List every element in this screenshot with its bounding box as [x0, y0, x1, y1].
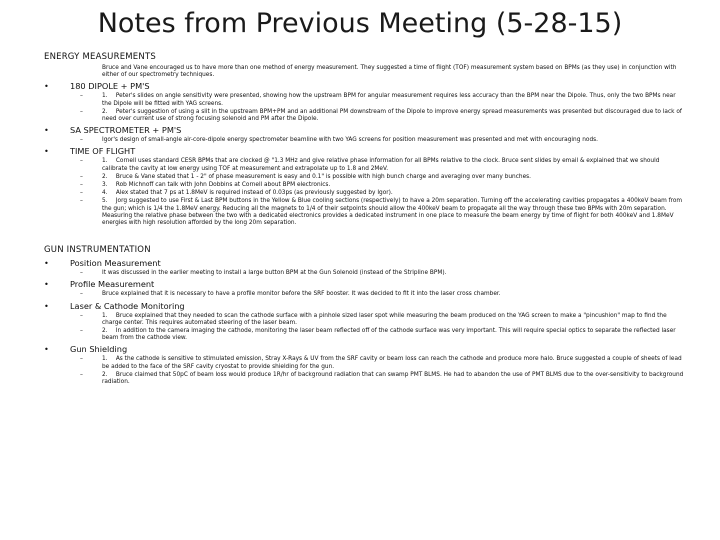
item-label: Profile Measurement	[70, 279, 155, 290]
dash-icon: –	[80, 182, 83, 189]
note-text: In addition to the camera imaging the cathode, monitoring the laser beam reflected off of the cathode surface was very important. This will require special optics to separate the reflected laser beam from the cathode view.	[102, 328, 676, 342]
energy-item-sa-spectrometer	[44, 125, 684, 136]
note-row	[44, 109, 684, 123]
note-number: 2.	[102, 328, 108, 335]
note-text: Bruce & Vane stated that 1 - 2" of phase measurement is easy and 0.1" is possible with high bunch charge and averaging over many bunches.	[115, 173, 532, 180]
note-number: 1.	[102, 93, 108, 100]
gun-item-profile	[44, 279, 684, 290]
note-row	[44, 328, 684, 342]
note-row	[44, 372, 684, 386]
note-text: As the cathode is sensitive to stimulated emission, Stray X-Rays & UV from the SRF cavity or beam loss can reach the cathode and produce more halo. Bruce suggested a couple of sheets of lead be added to the face of the SRF cavity cryostat to provide shielding for the gun.	[102, 356, 682, 370]
note-text: Cornell uses standard CESR BPMs that are clocked @ "1.3 MHz and give relative phase information for all BPMs relative to the clock. Bruce sent slides by email & explained that we should calibrate the cavity at low energy using TOF at measurement and extrapolate up to 1.8 and 2MeV.	[102, 158, 660, 172]
energy-item-dipole	[44, 81, 684, 92]
note-number: 1.	[102, 312, 108, 319]
note-text: Peter's suggestion of using a slit in the upstream BPM+PM and an additional PM downstream of the Dipole to improve energy spread measurements was presented but discouraged due to lack of need over current use of strong focusing solenoid and PM after the Dipole.	[102, 108, 682, 123]
gun-item-shielding	[44, 344, 684, 355]
note-text: Bruce explained that it is necessary to have a profile monitor before the SRF booster. It was decided to fit it into the laser cross chamber.	[102, 291, 501, 298]
dash-icon: –	[80, 137, 83, 144]
note-number: 2.	[102, 371, 108, 378]
dash-icon: –	[80, 158, 83, 165]
dash-icon: –	[80, 198, 83, 205]
note-text: Peter's slides on angle sensitivity were presented, showing how the upstream BPM for angular measurement requires less accuracy than the BPM near the Dipole. Thus, only the two BPMs near the Dipole will be fitted with YAG screens.	[102, 93, 676, 107]
note-row	[44, 356, 684, 370]
item-label: SA SPECTROMETER + PM'S	[70, 125, 182, 136]
item-label: 180 DIPOLE + PM'S	[70, 81, 150, 92]
note-row	[44, 174, 684, 181]
gun-item-position	[44, 258, 684, 269]
gun-heading: GUN INSTRUMENTATION	[44, 245, 151, 256]
note-number: 2.	[102, 108, 108, 115]
dash-icon: –	[80, 328, 83, 335]
energy-heading: ENERGY MEASUREMENTS	[44, 52, 156, 62]
note-text: Igor's design of small-angle air-core-dipole energy spectrometer beamline with two YAG screens for position measurement was presented and met with encouraging nods.	[102, 137, 598, 144]
bullet-icon: •	[44, 125, 49, 136]
note-row	[44, 270, 684, 277]
dash-icon: –	[80, 371, 83, 378]
note-row	[44, 313, 684, 327]
note-row	[44, 190, 684, 197]
note-number: 5.	[102, 198, 108, 205]
bullet-icon: •	[44, 146, 49, 157]
dash-icon: –	[80, 312, 83, 319]
note-number: 2.	[102, 173, 108, 180]
note-number: 3.	[102, 182, 108, 189]
note-text: Bruce explained that they needed to scan the cathode surface with a pinhole sized laser spot while measuring the beam produced on the YAG screen to make a "pincushion" map to find the charge center. This requires automated steering of the laser beam.	[102, 312, 667, 326]
note-row	[44, 93, 684, 107]
note-number: 4.	[102, 190, 108, 197]
note-number: 1.	[102, 158, 108, 165]
energy-intro: Bruce and Vane encouraged us to have more than one method of energy measurement. They suggested a time of flight (TOF) measurement system based on BPMs (as they use) in conjunction with either of our spectrometry techniques.	[102, 65, 677, 79]
bullet-icon: •	[44, 300, 49, 311]
dash-icon: –	[80, 108, 83, 115]
note-row	[44, 182, 684, 189]
dash-icon: –	[80, 190, 83, 197]
dash-icon: –	[80, 291, 83, 298]
note-row	[44, 291, 684, 298]
dash-icon: –	[80, 93, 83, 100]
note-row	[44, 198, 684, 227]
slide-title: Notes from Previous Meeting (5-28-15)	[97, 8, 623, 39]
note-text: Rob Michnoff can talk with John Dobbins at Cornell about BPM electronics.	[115, 182, 331, 189]
dash-icon: –	[80, 270, 83, 277]
slide-content	[44, 52, 684, 386]
bullet-icon: •	[44, 81, 49, 92]
energy-item-time-of-flight	[44, 146, 684, 157]
bullet-icon: •	[44, 258, 49, 269]
note-number: 1.	[102, 356, 108, 363]
gun-item-laser-cathode	[44, 301, 684, 312]
item-label: Position Measurement	[70, 258, 161, 269]
note-row	[44, 158, 684, 172]
note-text: Bruce claimed that 50pC of beam loss would produce 1R/hr of background radiation that can swamp PMT BLMS. He had to abandon the use of PMT BLMS due to the over-sensitivity to background radiation.	[102, 371, 684, 386]
note-text: Alex stated that 7 ps at 1.8MeV is required instead of 0.03ps (as previously suggested by Igor).	[115, 190, 393, 197]
dash-icon: –	[80, 356, 83, 363]
bullet-icon: •	[44, 344, 49, 355]
note-text: It was discussed in the earlier meeting to install a large button BPM at the Gun Solenoid (instead of the Stripline BPM).	[102, 270, 447, 277]
item-label: Gun Shielding	[70, 344, 128, 355]
note-text: Jorg suggested to use First & Last BPM buttons in the Yellow & Blue cooling sections (respectively) to have a 20m separation. Turning off the accelerating cavities propagates a 400keV beam from the gun; which is 1/4 the 1.8MeV energy. Reducing all the magnets to 1/4 of their setpoints should allow the 400keV beam to propagate all the way through these two BPMs with 20m separation. Measuring the relative phase between the two with a dedicated electronics provides a dedicated instrument in one place to measure the beam energy by time of flight for both 400keV and 1.8MeV energies with high resolution afforded by the long 20m separation.	[102, 198, 683, 227]
note-row	[44, 137, 684, 144]
item-label: Laser & Cathode Monitoring	[70, 300, 185, 311]
dash-icon: –	[80, 173, 83, 180]
bullet-icon: •	[44, 279, 49, 290]
item-label: TIME OF FLIGHT	[70, 146, 136, 157]
